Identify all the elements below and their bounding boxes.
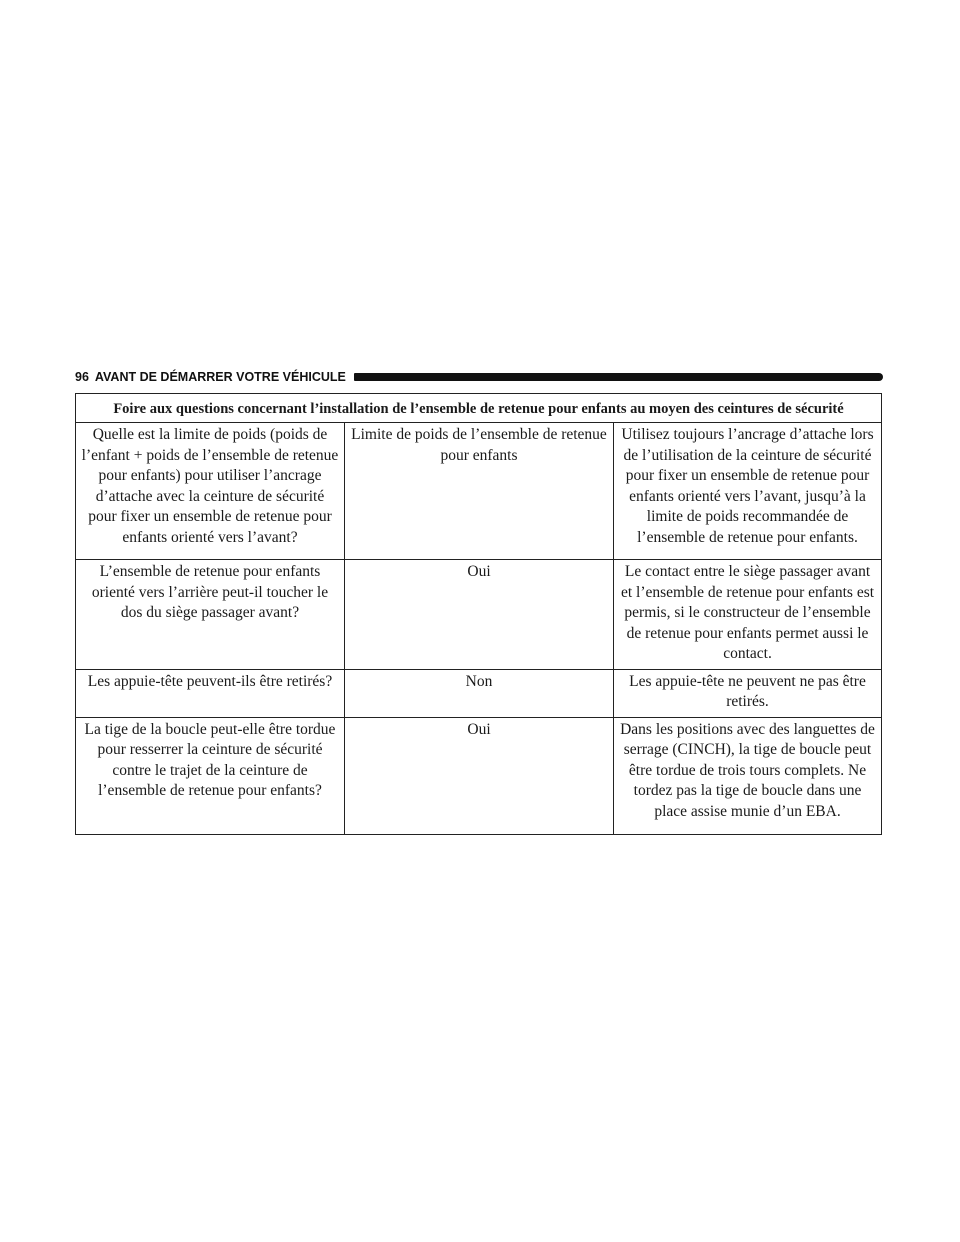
question-cell: L’ensemble de retenue pour enfants orienté vers l’arrière peut-il toucher le dos du siège passager avant?: [76, 560, 345, 670]
explanation-cell: Dans les positions avec des languettes de serrage (CINCH), la tige de boucle peut être tordue de trois tours complets. Ne tordez pas la tige de boucle dans une place assise munie d’un EBA.: [614, 717, 882, 834]
page-number: 96: [75, 370, 89, 384]
explanation-cell: Utilisez toujours l’ancrage d’attache lors de l’utilisation de la ceinture de sécurité pour fixer un ensemble de retenue pour enfants orienté vers l’avant, jusqu’à la limite de poids recommandée de l’ensemble de retenue pour enfants.: [614, 423, 882, 560]
table-caption-row: [76, 394, 882, 423]
answer-cell: Non: [345, 669, 614, 717]
question-cell: Les appuie-tête peuvent-ils être retirés?: [76, 669, 345, 717]
table-row: [76, 423, 882, 560]
table-row: [76, 717, 882, 834]
faq-table: [75, 393, 882, 835]
answer-cell: Oui: [345, 560, 614, 670]
page-header: [75, 369, 883, 385]
answer-cell: Oui: [345, 717, 614, 834]
explanation-cell: Le contact entre le siège passager avant et l’ensemble de retenue pour enfants est permis, si le constructeur de l’ensemble de retenue pour enfants permet aussi le contact.: [614, 560, 882, 670]
table-caption: Foire aux questions concernant l’installation de l’ensemble de retenue pour enfants au moyen des ceintures de sécurité: [76, 394, 882, 423]
question-cell: Quelle est la limite de poids (poids de l’enfant + poids de l’ensemble de retenue pour enfants) pour utiliser l’ancrage d’attache avec la ceinture de sécurité pour fixer un ensemble de retenue pour enfants orienté vers l’avant?: [76, 423, 345, 560]
explanation-cell: Les appuie-tête ne peuvent ne pas être retirés.: [614, 669, 882, 717]
answer-cell: Limite de poids de l’ensemble de retenue pour enfants: [345, 423, 614, 560]
table-row: [76, 560, 882, 670]
table-row: [76, 669, 882, 717]
section-title: AVANT DE DÉMARRER VOTRE VÉHICULE: [94, 370, 346, 384]
question-cell: La tige de la boucle peut-elle être tordue pour resserrer la ceinture de sécurité contre le trajet de la ceinture de l’ensemble de retenue pour enfants?: [76, 717, 345, 834]
header-rule: [354, 373, 883, 381]
